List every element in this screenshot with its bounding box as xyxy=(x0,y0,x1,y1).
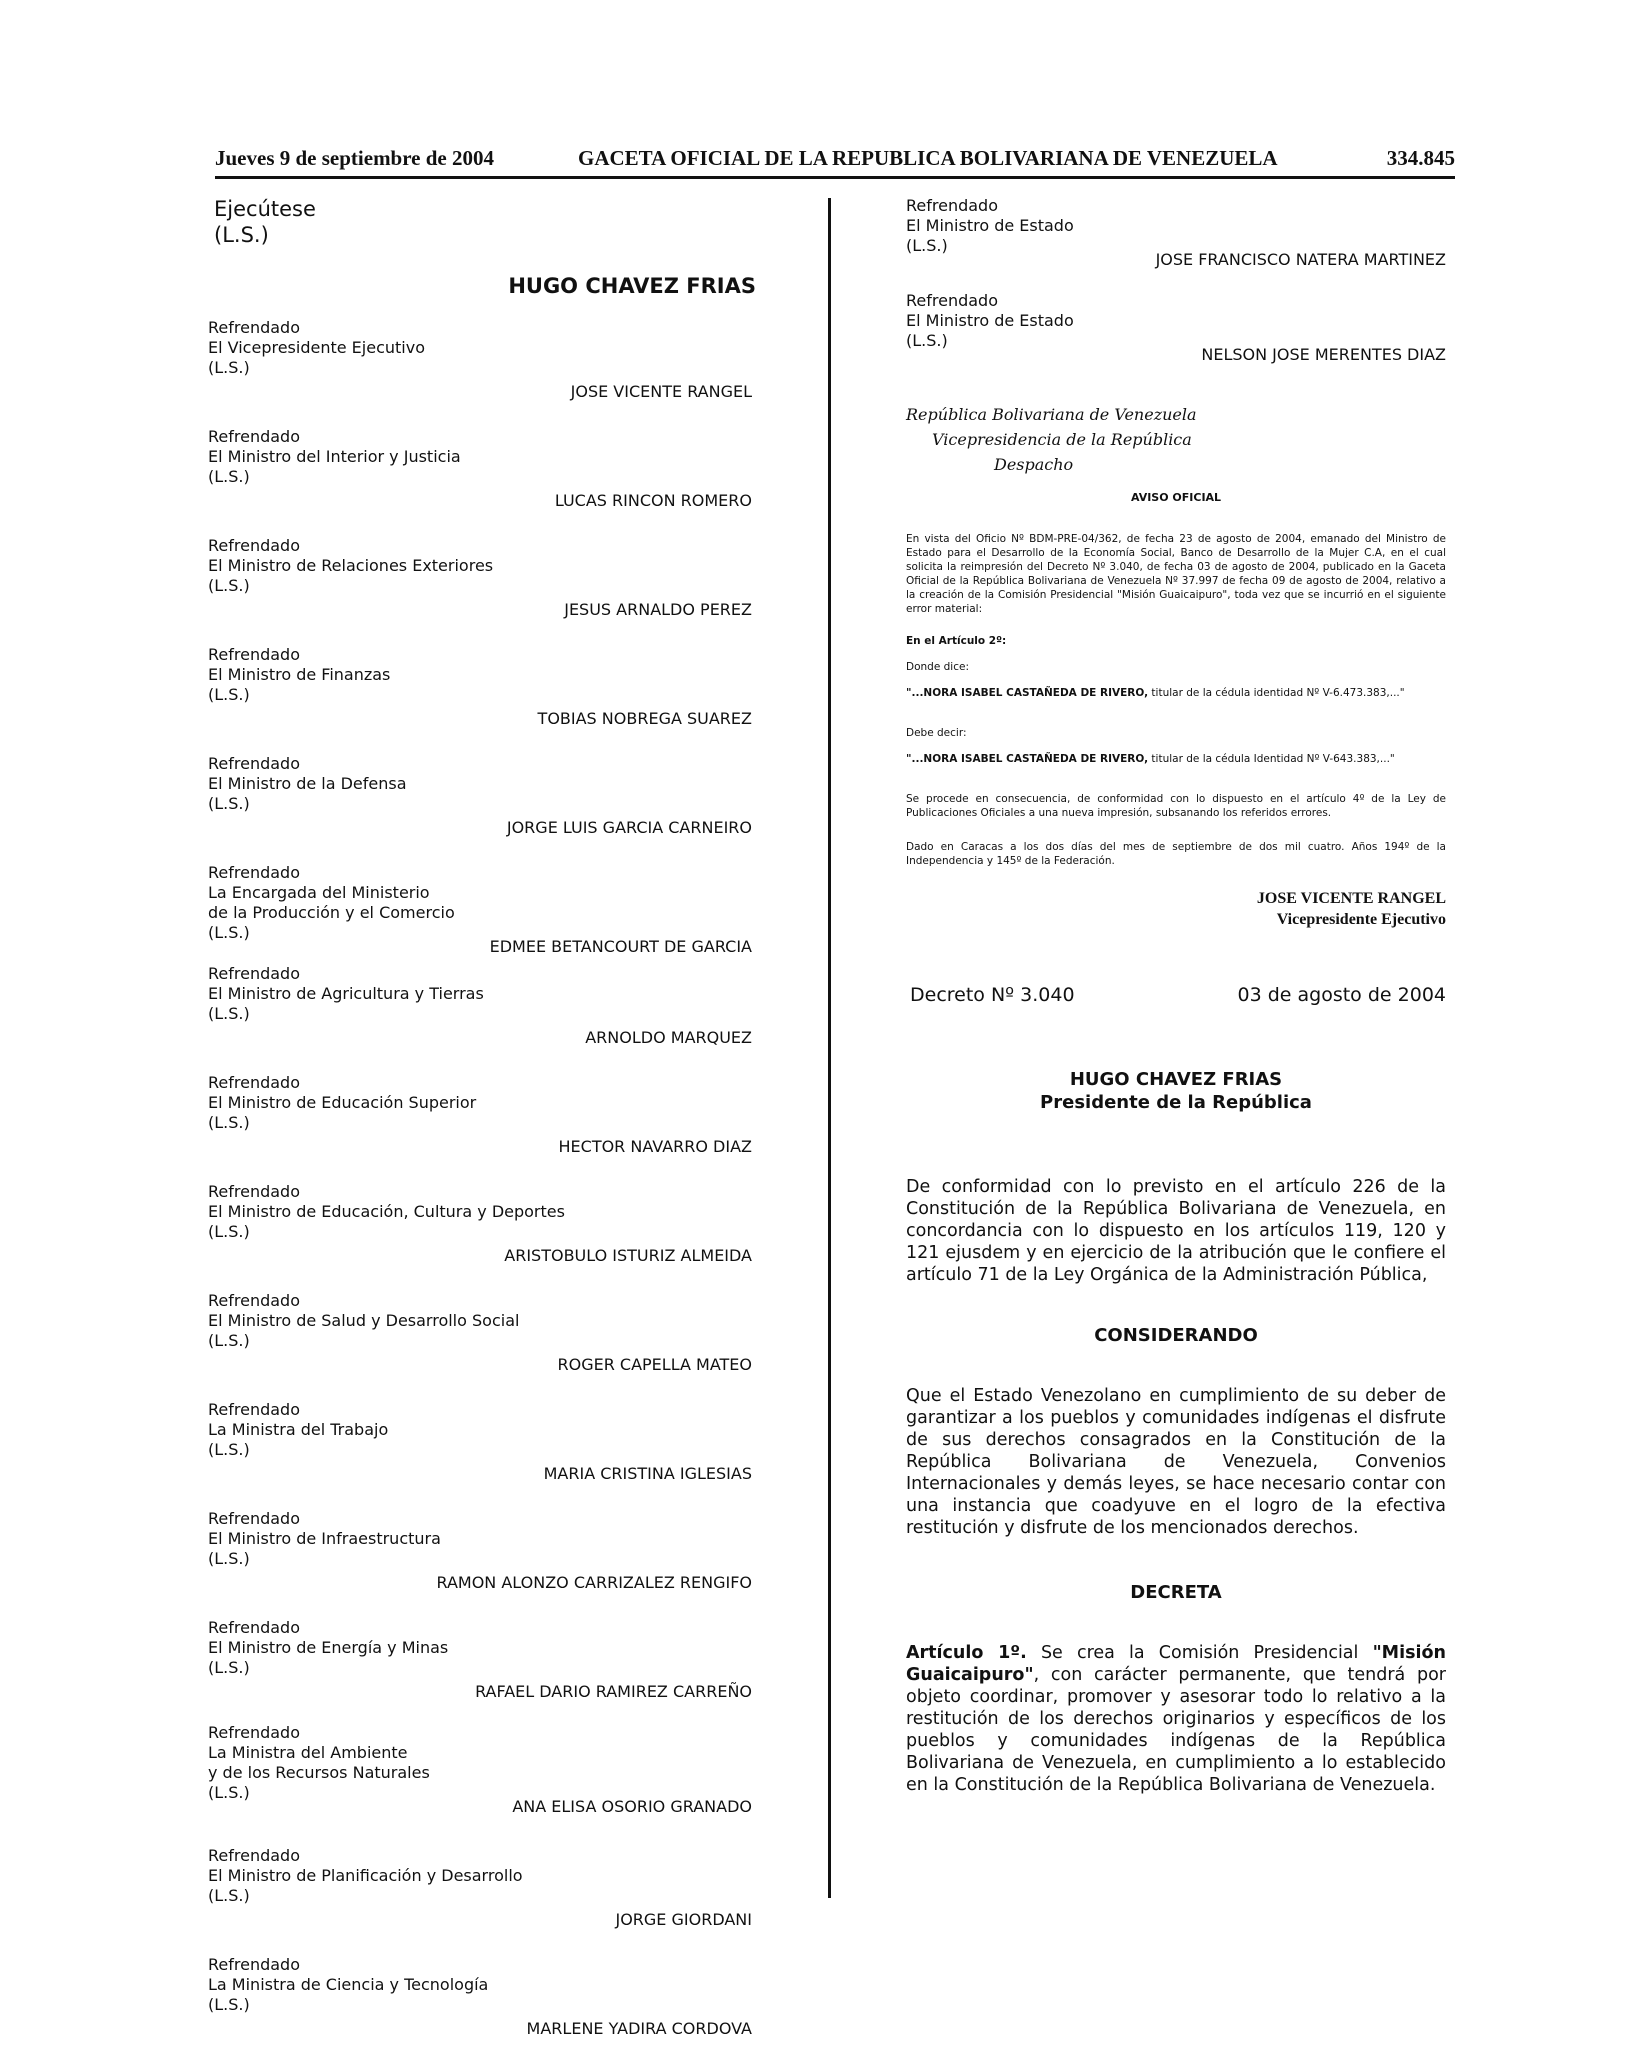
article-1-mission-name: "Misión Guaicaipuro" xyxy=(906,1643,1446,1685)
article-1-text: Se crea la Comisión Presidencial xyxy=(1026,1643,1373,1663)
quote-original xyxy=(906,686,1446,700)
signatory-name: JORGE LUIS GARCIA CARNEIRO xyxy=(506,818,752,837)
quote-original-rest: titular de la cédula identidad Nº V-6.473.383,..." xyxy=(1148,687,1405,699)
signature-office-line: La Encargada del Ministerio xyxy=(208,883,430,902)
vp-name: JOSE VICENTE RANGEL xyxy=(1256,890,1446,907)
decreto-line xyxy=(906,984,1446,1010)
signature-office-line: Refrendado xyxy=(208,645,300,664)
ejecutese-seal: (L.S.) xyxy=(214,223,269,247)
signature-office-line: Refrendado xyxy=(208,1618,300,1637)
signature-office-line: (L.S.) xyxy=(208,923,250,942)
aviso-title: AVISO OFICIAL xyxy=(1130,491,1222,504)
signature-block xyxy=(208,1400,768,1483)
president-title: Presidente de la República xyxy=(1040,1092,1312,1113)
signatory-name: MARIA CRISTINA IGLESIAS xyxy=(543,1464,752,1483)
signature-office-line: (L.S.) xyxy=(208,1440,250,1459)
signatory-name: JOSE FRANCISCO NATERA MARTINEZ xyxy=(1155,250,1446,269)
ejecutese-block xyxy=(214,196,768,248)
signature-office-line: Refrendado xyxy=(208,1291,300,1310)
signature-office-line: (L.S.) xyxy=(208,1004,250,1023)
signature-office-line: de la Producción y el Comercio xyxy=(208,903,455,922)
signature-office xyxy=(208,754,768,814)
signature-office-line: (L.S.) xyxy=(208,685,250,704)
signature-office xyxy=(208,427,768,487)
signature-office-line: El Ministro de Estado xyxy=(906,216,1074,235)
signature-office-line: (L.S.) xyxy=(208,794,250,813)
signature-block xyxy=(208,427,768,510)
quote-corrected-rest: titular de la cédula Identidad Nº V-643.383,..." xyxy=(1148,753,1395,765)
signature-office-line: El Ministro de Agricultura y Tierras xyxy=(208,984,484,1003)
right-column xyxy=(906,196,1446,1796)
header-rule xyxy=(215,176,1455,179)
signature-block xyxy=(208,1182,768,1265)
signature-office xyxy=(208,1182,768,1242)
signature-block xyxy=(208,1955,768,2038)
signature-office-line: Refrendado xyxy=(208,1723,300,1742)
signatory-name: TOBIAS NOBREGA SUAREZ xyxy=(537,709,752,728)
signature-office-line: (L.S.) xyxy=(208,1658,250,1677)
signature-office xyxy=(208,645,768,705)
signature-office-line: (L.S.) xyxy=(208,1783,250,1802)
aviso-paragraph: En vista del Oficio Nº BDM-PRE-04/362, de fecha 23 de agosto de 2004, emanado del Ministro de Estado para el Desarrollo de la Economía Social, Banco de Desarrollo de la Mujer C.A, en el cual solicita la reimpresión del Decreto Nº 3.040, de fecha 03 de agosto de 2004, publicado en la Gaceta Oficial de la República Bolivariana de Venezuela Nº 37.997 de fecha 09 de agosto de 2004, relativo a la creación de la Comisión Presidencial "Misión Guaicaipuro", toda vez que se incurrió en el siguiente error material: xyxy=(906,533,1446,615)
signature-office-line: Refrendado xyxy=(208,863,300,882)
article-1-text: , con carácter permanente, que tendrá por objeto coordinar, promover y asesorar todo lo relativo a la restitución de los derechos originarios y específicos de los pueblos y comunidades indígenas de la República Bolivariana de Venezuela, en cumplimiento a lo establecido en la Constitución de la República Bolivariana de Venezuela. xyxy=(906,1665,1446,1795)
signature-office xyxy=(208,1618,768,1678)
signature-office-line: El Ministro de Planificación y Desarrollo xyxy=(208,1866,523,1885)
signatory-name: ANA ELISA OSORIO GRANADO xyxy=(512,1797,752,1816)
ejecutese-label: Ejecútese xyxy=(214,197,316,221)
aviso-paragraph: Se procede en consecuencia, de conformidad con lo dispuesto en el artículo 4º de la Ley de Publicaciones Oficiales a una nueva impresión, subsanando los referidos errores. xyxy=(906,793,1446,819)
signature-office-line: (L.S.) xyxy=(208,1331,250,1350)
signature-block xyxy=(208,645,768,728)
signatory-name: ROGER CAPELLA MATEO xyxy=(557,1355,752,1374)
quote-original-name: "...NORA ISABEL CASTAÑEDA DE RIVERO, xyxy=(906,687,1149,699)
considerando-heading: CONSIDERANDO xyxy=(1094,1325,1258,1346)
signature-office-line: (L.S.) xyxy=(208,1995,250,2014)
signature-block xyxy=(208,1509,768,1592)
signature-office-line: (L.S.) xyxy=(906,236,948,255)
considerando-text: Que el Estado Venezolano en cumplimiento de su deber de garantizar a los pueblos y comunidades indígenas el disfrute de sus derechos consagrados en la Constitución de la República Bolivariana de Venezuela, Convenios Internacionales y demás leyes, se hace necesario contar con una instancia que coadyuve en el logro de la efectiva restitución y disfrute de los mencionados derechos. xyxy=(906,1386,1446,1538)
signature-office-line: Refrendado xyxy=(208,1073,300,1092)
signatory-name: EDMEE BETANCOURT DE GARCIA xyxy=(489,937,752,956)
signature-office-line: La Ministra de Ciencia y Tecnología xyxy=(208,1975,489,1994)
signature-office-line: La Ministra del Ambiente xyxy=(208,1743,408,1762)
decreto-number: Decreto Nº 3.040 xyxy=(910,984,1075,1006)
signature-office-line: Refrendado xyxy=(208,536,300,555)
signature-office-line: (L.S.) xyxy=(208,1113,250,1132)
signatory-name: RAMON ALONZO CARRIZALEZ RENGIFO xyxy=(436,1573,752,1592)
signature-block xyxy=(208,964,768,1047)
signature-office xyxy=(208,1955,768,2015)
aviso-article-label: En el Artículo 2º: xyxy=(906,635,1007,647)
president-heading xyxy=(906,1068,1446,1114)
decreto-date: 03 de agosto de 2004 xyxy=(1237,984,1446,1006)
signatory-name: LUCAS RINCON ROMERO xyxy=(554,491,752,510)
signature-office-line: El Ministro de Educación Superior xyxy=(208,1093,477,1112)
signature-office xyxy=(208,863,768,943)
signature-office-line: El Ministro de Salud y Desarrollo Social xyxy=(208,1311,520,1330)
signatory-name: MARLENE YADIRA CORDOVA xyxy=(526,2019,752,2038)
signature-office-line: El Ministro de Estado xyxy=(906,311,1074,330)
signature-block xyxy=(906,196,1446,269)
header-page-number: 334.845 xyxy=(1386,146,1455,170)
signature-office-line: El Ministro de Finanzas xyxy=(208,665,391,684)
signatory-name: ARNOLDO MARQUEZ xyxy=(585,1028,752,1047)
signature-office-line: El Ministro de Energía y Minas xyxy=(208,1638,449,1657)
signature-office xyxy=(208,1291,768,1351)
president-signature: HUGO CHAVEZ FRIAS xyxy=(508,274,756,298)
signatory-name: ARISTOBULO ISTURIZ ALMEIDA xyxy=(504,1246,752,1265)
signature-office-line: (L.S.) xyxy=(208,358,250,377)
signatory-name: JESUS ARNALDO PEREZ xyxy=(564,600,752,619)
signatory-name: NELSON JOSE MERENTES DIAZ xyxy=(1201,345,1446,364)
signatory-name: JOSE VICENTE RANGEL xyxy=(570,382,752,401)
signature-block xyxy=(208,863,768,956)
signature-office xyxy=(208,536,768,596)
signature-office-line: Refrendado xyxy=(208,318,300,337)
signature-block xyxy=(208,1846,768,1929)
signature-office xyxy=(208,1073,768,1133)
left-column xyxy=(208,196,768,2038)
page-header xyxy=(215,140,1455,178)
signature-office-line: El Ministro de Relaciones Exteriores xyxy=(208,556,494,575)
signature-office-line: (L.S.) xyxy=(208,1222,250,1241)
signature-block xyxy=(208,1291,768,1374)
signatory-name: JORGE GIORDANI xyxy=(615,1910,752,1929)
signature-office-line: Refrendado xyxy=(906,291,998,310)
signature-office xyxy=(208,1509,768,1569)
right-signature-list xyxy=(906,196,1446,364)
signature-office-line: Refrendado xyxy=(208,427,300,446)
signature-office xyxy=(906,196,1446,256)
signature-office-line: Refrendado xyxy=(208,964,300,983)
signature-office-line: El Vicepresidente Ejecutivo xyxy=(208,338,425,357)
header-title: GACETA OFICIAL DE LA REPUBLICA BOLIVARIANA DE VENEZUELA xyxy=(578,146,1278,170)
signature-office-line: (L.S.) xyxy=(208,1549,250,1568)
quote-corrected xyxy=(906,752,1446,766)
signature-office-line: Refrendado xyxy=(208,754,300,773)
quote-corrected-name: "...NORA ISABEL CASTAÑEDA DE RIVERO, xyxy=(906,753,1149,765)
signature-office-line: Refrendado xyxy=(208,1955,300,1974)
letterhead-line: Vicepresidencia de la República xyxy=(932,430,1192,449)
signature-block xyxy=(906,291,1446,364)
preamble: De conformidad con lo previsto en el artículo 226 de la Constitución de la República Bolivariana de Venezuela, en concordancia con lo dispuesto en los artículos 119, 120 y 121 ejusdem y en ejercicio de la atribución que le confiere el artículo 71 de la Ley Orgánica de la Administración Pública, xyxy=(906,1177,1446,1285)
signature-block xyxy=(208,1073,768,1156)
signature-office-line: (L.S.) xyxy=(208,576,250,595)
signature-office-line: La Ministra del Trabajo xyxy=(208,1420,389,1439)
decreta-heading: DECRETA xyxy=(1130,1582,1222,1603)
signature-office xyxy=(208,1400,768,1460)
signature-office xyxy=(906,291,1446,351)
signature-office-line: Refrendado xyxy=(208,1509,300,1528)
signature-office-line: (L.S.) xyxy=(906,331,948,350)
signature-office xyxy=(208,964,768,1024)
signature-office-line: El Ministro de Infraestructura xyxy=(208,1529,441,1548)
letterhead xyxy=(906,402,1446,477)
signature-office-line: Refrendado xyxy=(208,1182,300,1201)
signature-block xyxy=(208,1618,768,1701)
signature-office-line: Refrendado xyxy=(208,1400,300,1419)
signature-office xyxy=(208,1846,768,1906)
debe-decir-label: Debe decir: xyxy=(906,727,967,739)
signature-office-line: El Ministro de Educación, Cultura y Deportes xyxy=(208,1202,565,1221)
signature-office-line: Refrendado xyxy=(208,1846,300,1865)
signature-office xyxy=(208,318,768,378)
signature-office-line: (L.S.) xyxy=(208,1886,250,1905)
signature-block xyxy=(208,1723,768,1816)
signature-office-line: Refrendado xyxy=(906,196,998,215)
signature-block xyxy=(208,536,768,619)
signature-block xyxy=(208,754,768,837)
article-1-label: Artículo 1º. xyxy=(906,1643,1027,1663)
vp-title: Vicepresidente Ejecutivo xyxy=(1276,911,1446,928)
letterhead-line: Despacho xyxy=(994,455,1074,474)
column-divider xyxy=(828,198,831,1898)
signatory-name: HECTOR NAVARRO DIAZ xyxy=(558,1137,752,1156)
donde-dice-label: Donde dice: xyxy=(906,661,969,673)
signature-office-line: El Ministro del Interior y Justicia xyxy=(208,447,461,466)
letterhead-line: República Bolivariana de Venezuela xyxy=(906,405,1197,424)
signature-block xyxy=(208,318,768,401)
signature-office-line: y de los Recursos Naturales xyxy=(208,1763,430,1782)
signature-office-line: (L.S.) xyxy=(208,467,250,486)
left-signature-list xyxy=(208,318,768,2038)
president-name: HUGO CHAVEZ FRIAS xyxy=(1069,1069,1283,1090)
signatory-name: RAFAEL DARIO RAMIREZ CARREÑO xyxy=(475,1682,752,1701)
article-1 xyxy=(906,1642,1446,1796)
signature-office xyxy=(208,1723,768,1803)
signature-office-line: El Ministro de la Defensa xyxy=(208,774,407,793)
header-date: Jueves 9 de septiembre de 2004 xyxy=(215,146,494,170)
aviso-paragraph: Dado en Caracas a los dos días del mes de septiembre de dos mil cuatro. Años 194º de la Independencia y 145º de la Federación. xyxy=(906,841,1446,867)
vp-signature xyxy=(906,888,1446,930)
